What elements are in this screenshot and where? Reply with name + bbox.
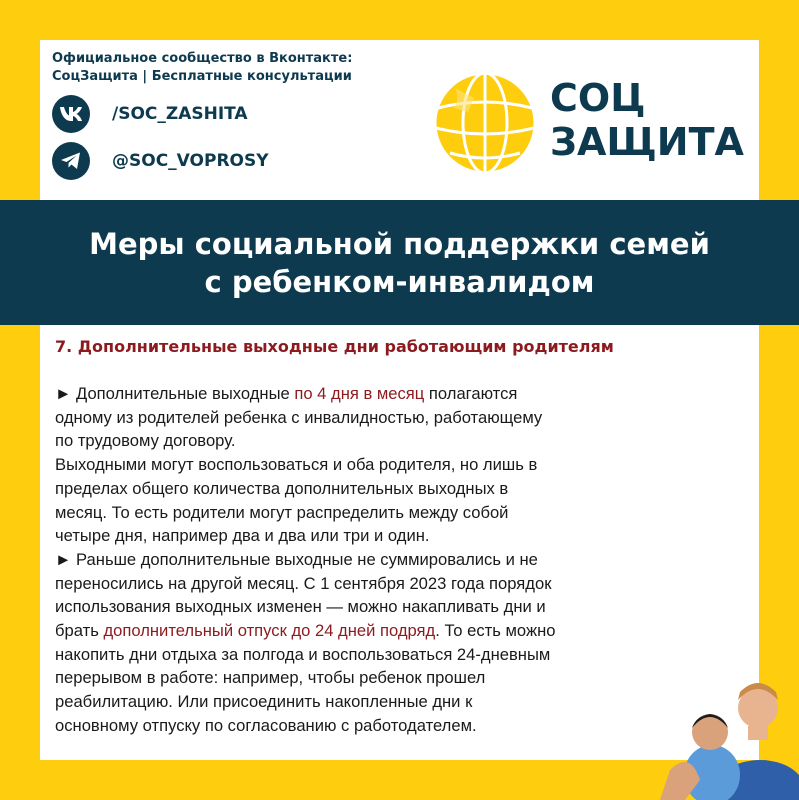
- body-line: [55, 619, 765, 643]
- body-text: [55, 382, 765, 738]
- highlight-text: по 4 дня в месяц: [294, 384, 425, 403]
- banner-title-line-1: Меры социальной поддержки семей: [89, 226, 710, 261]
- logo-line-1: СОЦ: [550, 76, 646, 120]
- text-segment: ► Дополнительные выходные: [55, 384, 295, 403]
- body-line: четыре дня, например два и два или три и один.: [55, 526, 430, 546]
- body-line: переносились на другой месяц. С 1 сентября 2023 года порядок: [55, 573, 552, 593]
- body-line: Выходными могут воспользоваться и оба родителя, но лишь в: [55, 455, 538, 475]
- body-line: перерывом в работе: например, чтобы ребенок прошел: [55, 668, 486, 688]
- body-line: реабилитацию. Или присоединить накопленные дни к: [55, 692, 473, 712]
- body-line: накопить дни отдыха за полгода и воспользоваться 24-дневным: [55, 644, 551, 664]
- body-line: использования выходных изменен — можно накапливать дни и: [55, 597, 546, 617]
- body-line: месяц. То есть родители могут распределить между собой: [55, 502, 509, 522]
- section-title: 7. Дополнительные выходные дни работающим родителям: [55, 337, 614, 356]
- telegram-icon: [52, 142, 90, 180]
- body-line: одному из родителей ребенка с инвалидностью, работающему: [55, 407, 543, 427]
- vk-link[interactable]: [52, 95, 248, 133]
- body-line: [55, 382, 765, 406]
- body-line: основному отпуску по согласованию с работодателем.: [55, 715, 477, 735]
- vk-icon: [52, 95, 90, 133]
- logo-wordmark: [550, 76, 744, 164]
- text-segment: . То есть можно: [435, 621, 556, 641]
- telegram-link[interactable]: [52, 142, 269, 180]
- globe-logo-icon: [430, 68, 540, 178]
- telegram-handle: @SOC_VOPROSY: [112, 151, 269, 171]
- body-line: по трудовому договору.: [55, 431, 236, 451]
- family-photo: [660, 670, 799, 800]
- logo-line-2: ЗАЩИТА: [550, 120, 744, 164]
- highlight-text: дополнительный отпуск до 24 дней подряд: [103, 621, 436, 641]
- vk-handle: /SOC_ZASHITA: [112, 104, 248, 124]
- community-line-1: Официальное сообщество в Вконтакте:: [52, 51, 353, 66]
- text-segment: брать: [55, 621, 104, 641]
- body-line: ► Раньше дополнительные выходные не суммировались и не: [55, 549, 538, 569]
- banner-title-line-2: с ребенком-инвалидом: [204, 264, 595, 299]
- body-line: пределах общего количества дополнительных выходных в: [55, 478, 509, 498]
- community-info: [52, 50, 352, 86]
- title-banner: [0, 200, 799, 325]
- text-segment: полагаются: [424, 384, 518, 403]
- community-line-2: СоцЗащита | Бесплатные консультации: [52, 69, 352, 84]
